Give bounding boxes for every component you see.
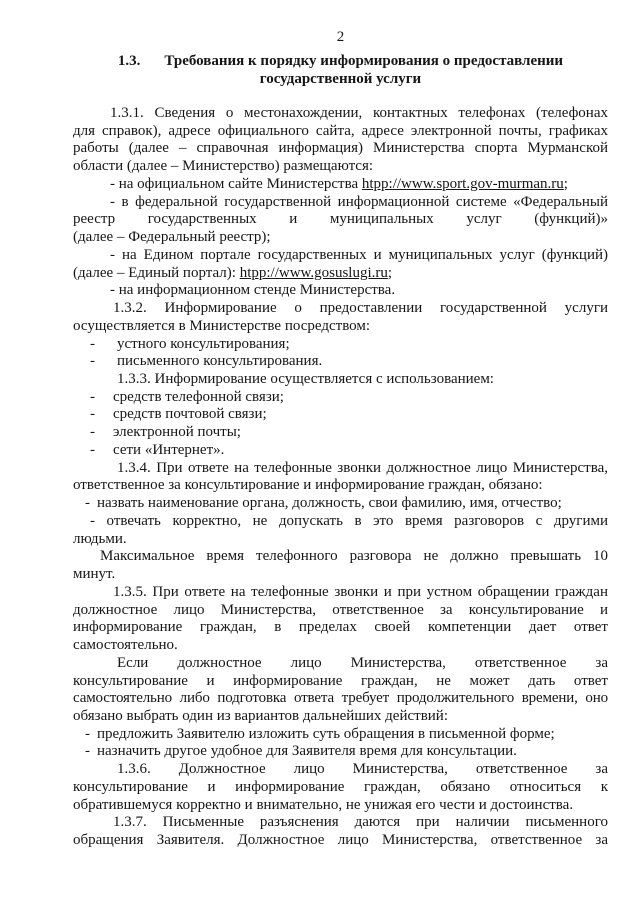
text-line: для справок), адресе официального сайта, адресе электронной почты, графиках — [73, 122, 608, 139]
list-item-text: устного консультирования; — [117, 335, 290, 352]
text-span: (далее – Единый портал): — [73, 264, 240, 281]
paragraph-1-3-4 — [73, 460, 608, 495]
list-item-text: сети «Интернет». — [113, 441, 225, 458]
paragraph-federal-registry — [73, 194, 608, 247]
text-span: ; — [563, 175, 568, 192]
paragraph-1-3-6 — [73, 761, 608, 814]
text-line: работы (далее – справочная информация) Министерства спорта Мурманской — [73, 140, 608, 157]
text-line: осуществляется в Министерстве посредством: — [73, 317, 371, 334]
paragraph-1-3-5 — [73, 584, 608, 655]
text-line: 1.3.5. При ответе на телефонные звонки и при устном обращении граждан — [113, 583, 608, 600]
text-line: информирование граждан, в пределах своей компетенции дает ответ — [73, 619, 608, 636]
text-line: должностное лицо Министерства, ответственное за консультирование и — [73, 601, 608, 618]
list-item — [73, 389, 608, 407]
list-item — [73, 336, 608, 354]
paragraph-answer-correctly — [73, 513, 608, 548]
text-line: 1.3.1. Сведения о местонахождении, контактных телефонах (телефонах — [110, 105, 608, 121]
list-marker: - — [85, 495, 90, 512]
list-item — [73, 353, 608, 371]
list-marker: - — [90, 406, 95, 423]
list-item — [73, 495, 608, 513]
list-item — [73, 406, 608, 424]
text-line: 1.3.7. Письменные разъяснения даются при наличии письменного — [113, 814, 608, 831]
list-item-text: назначить другое удобное для Заявителя время для консультации. — [97, 743, 517, 760]
section-number: 1.3. — [117, 53, 141, 69]
section-title-line: Требования к порядку информирования о предоставлении — [164, 53, 564, 69]
paragraph-1-3-3 — [73, 371, 608, 389]
list-item — [73, 743, 608, 761]
list-marker: - — [90, 388, 95, 405]
text-line: - отвечать корректно, не допускать в это время разговоров с другими — [90, 512, 608, 529]
duties-list — [73, 495, 608, 513]
section-title-line: государственной услуги — [259, 71, 422, 87]
list-item-text: предложить Заявителю изложить суть обращения в письменной форме; — [97, 725, 555, 742]
paragraph-1-3-2 — [73, 300, 608, 335]
paragraph-1-3-7 — [73, 814, 608, 849]
text-line: консультирование и информирование граждан, не может дать ответ — [73, 672, 608, 689]
paragraph-max-call-time — [73, 548, 608, 583]
section-heading-line — [73, 52, 608, 70]
website-url: htpp://www.sport.gov-murman.ru — [361, 175, 564, 192]
list-item — [73, 424, 608, 442]
section-heading — [73, 52, 608, 88]
text-line: 1.3.6. Должностное лицо Министерства, ответственное за — [117, 761, 608, 778]
list-marker: - — [90, 441, 95, 458]
text-line: Если должностное лицо Министерства, ответственное за — [117, 654, 608, 671]
text-line: ответственное за консультирование и информирование граждан, обязано: — [73, 477, 543, 494]
text-line: обязано выбрать один из вариантов дальнейших действий: — [73, 707, 448, 724]
text-line: 1.3.2. Информирование о предоставлении государственной услуги — [113, 300, 608, 317]
list-item — [73, 442, 608, 460]
text-line: минут. — [73, 566, 116, 583]
text-span: - на официальном сайте Министерства — [110, 175, 362, 192]
paragraph-info-stand — [73, 282, 608, 300]
portal-url: htpp://www.gosuslugi.ru — [239, 264, 388, 281]
list-marker: - — [90, 424, 95, 441]
text-line: реестр государственных и муниципальных услуг (функций)» — [73, 211, 608, 228]
list-marker: - — [85, 743, 90, 760]
text-span: ; — [387, 264, 393, 281]
text-line: обращения Заявителя. Должностное лицо Министерства, ответственное за — [73, 832, 608, 849]
text-line: области (далее – Министерство) размещаются: — [73, 158, 374, 175]
text-line: людьми. — [73, 530, 127, 547]
list-item-text: средств телефонной связи; — [113, 388, 284, 405]
list-marker: - — [90, 353, 95, 370]
text-line: - в федеральной государственной информационной системе «Федеральный — [110, 193, 608, 210]
text-line: консультирование и информирование граждан, обязано относиться к — [73, 778, 608, 795]
paragraph-if-cannot-answer — [73, 655, 608, 726]
paragraph-unified-portal — [73, 247, 608, 282]
paragraph-1-3-1 — [73, 105, 608, 176]
text-line: Максимальное время телефонного разговора не должно превышать 10 — [100, 548, 608, 565]
page-number: 2 — [336, 29, 345, 45]
text-line: самостоятельно либо подготовка ответа требует продолжительного времени, оно — [73, 690, 608, 707]
consultation-list — [73, 336, 608, 371]
list-item-text: письменного консультирования. — [117, 353, 323, 370]
list-marker: - — [85, 725, 90, 742]
list-item-text: средств почтовой связи; — [113, 406, 267, 423]
text-line — [73, 176, 608, 194]
text-line — [73, 265, 608, 283]
list-marker: - — [90, 335, 95, 352]
text-line: - на информационном стенде Министерства. — [110, 282, 396, 299]
text-line: обратившемуся корректно и внимательно, не унижая его чести и достоинства. — [73, 796, 574, 813]
document-body — [73, 105, 608, 850]
list-item-text: назвать наименование органа, должность, свои фамилию, имя, отчество; — [97, 495, 562, 512]
options-list — [73, 726, 608, 761]
text-line: (далее – Федеральный реестр); — [73, 229, 271, 246]
text-line: - на Едином портале государственных и муниципальных услуг (функций) — [110, 246, 608, 263]
list-item — [73, 726, 608, 744]
channels-list — [73, 389, 608, 460]
list-item-text: электронной почты; — [113, 424, 241, 441]
text-line: 1.3.4. При ответе на телефонные звонки должностное лицо Министерства, — [117, 459, 608, 476]
text-line: 1.3.3. Информирование осуществляется с использованием: — [117, 371, 494, 388]
paragraph-official-website — [73, 176, 608, 194]
text-line: самостоятельно. — [73, 637, 178, 654]
